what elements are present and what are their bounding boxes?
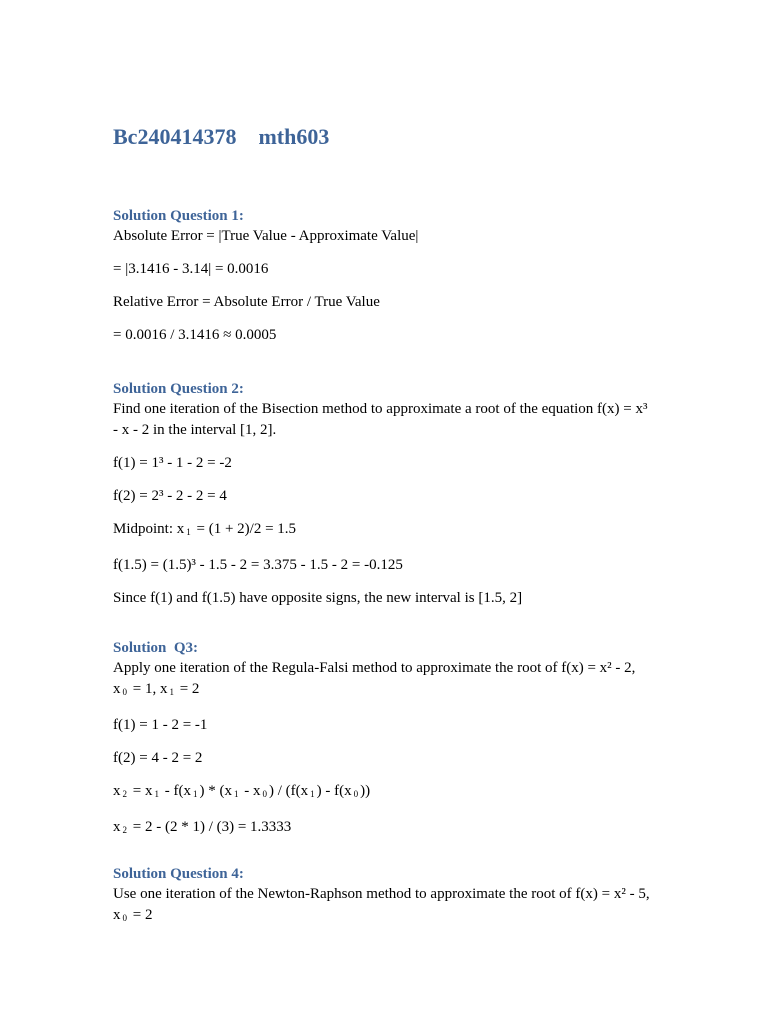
solution-question-2	[113, 379, 658, 609]
q3-f1: f(1) = 1 - 2 = -1	[113, 717, 208, 733]
formula-part: - x	[240, 783, 261, 799]
q3-f2: f(2) = 4 - 2 = 2	[113, 750, 203, 766]
formula-subscript: 1	[192, 789, 198, 799]
formula-part: ) * (x	[199, 783, 232, 799]
formula-part: - f(x	[160, 783, 191, 799]
q3-x0-subscript: 0	[122, 687, 127, 697]
result-subscript: 2	[122, 825, 127, 835]
formula-part: x	[113, 783, 121, 799]
solution-question-1	[113, 206, 658, 346]
q3-prompt-line-2	[113, 679, 658, 703]
q4-prompt-line-2	[113, 905, 658, 929]
q2-midpoint	[113, 519, 658, 543]
result-var: x	[113, 819, 121, 835]
solution-question-4	[113, 864, 658, 929]
q2-f1: f(1) = 1³ - 1 - 2 = -2	[113, 455, 232, 471]
q2-f2: f(2) = 2³ - 2 - 2 = 4	[113, 488, 227, 504]
q3-heading: Solution Q3:	[113, 640, 199, 656]
formula-subscript: 1	[310, 789, 315, 799]
q2-prompt-line-1: Find one iteration of the Bisection method to approximate a root of the equation f(x) = x³	[113, 401, 648, 417]
q2-prompt-line-2: - x - 2 in the interval [1, 2].	[113, 422, 277, 438]
q4-heading: Solution Question 4:	[113, 866, 244, 882]
q1-line-2: = |3.1416 - 3.14| = 0.0016	[113, 261, 269, 277]
formula-subscript: 0	[262, 789, 267, 799]
formula-part: = x	[129, 783, 153, 799]
q3-x0-var: x	[113, 681, 121, 697]
q1-heading: Solution Question 1:	[113, 208, 244, 224]
result-value: = 2 - (2 * 1) / (3) = 1.3333	[129, 819, 292, 835]
q2-conclusion: Since f(1) and f(1.5) have opposite signs, the new interval is [1.5, 2]	[113, 590, 523, 606]
q4-x0-subscript: 0	[122, 913, 127, 923]
formula-part: ) / (f(x	[268, 783, 309, 799]
formula-part: ))	[360, 783, 371, 799]
q2-f-midpoint: f(1.5) = (1.5)³ - 1.5 - 2 = 3.375 - 1.5 - 2 = -0.125	[113, 557, 403, 573]
formula-subscript: 1	[233, 789, 239, 799]
q1-line-4: = 0.0016 / 3.1416 ≈ 0.0005	[113, 327, 277, 343]
q4-x0-var: x	[113, 907, 121, 923]
q4-prompt-line-1: Use one iteration of the Newton-Raphson method to approximate the root of f(x) = x² - 5,	[113, 886, 650, 902]
q3-x1-value: = 2	[175, 681, 200, 697]
q1-line-3: Relative Error = Absolute Error / True Value	[113, 294, 380, 310]
solution-question-3	[113, 638, 658, 841]
q2-heading: Solution Question 2:	[113, 381, 244, 397]
q4-x0-value: = 2	[129, 907, 153, 923]
q1-line-1: Absolute Error = |True Value - Approximate Value|	[113, 228, 419, 244]
q3-x1-subscript: 1	[169, 687, 174, 697]
q3-result	[113, 817, 658, 841]
q3-formula	[113, 781, 658, 805]
page-title: Bc240414378 mth603	[113, 124, 330, 149]
q2-midpoint-subscript: 1	[186, 527, 191, 537]
formula-part: ) - f(x	[316, 783, 352, 799]
q3-prompt-line-1: Apply one iteration of the Regula-Falsi method to approximate the root of f(x) = x² - 2,	[113, 660, 636, 676]
formula-subscript: 1	[154, 789, 159, 799]
q2-midpoint-text: Midpoint: x	[113, 521, 185, 537]
formula-subscript: 2	[122, 789, 127, 799]
q2-midpoint-value: = (1 + 2)/2 = 1.5	[192, 521, 297, 537]
formula-subscript: 0	[353, 789, 359, 799]
q3-x1-var: = 1, x	[129, 681, 168, 697]
